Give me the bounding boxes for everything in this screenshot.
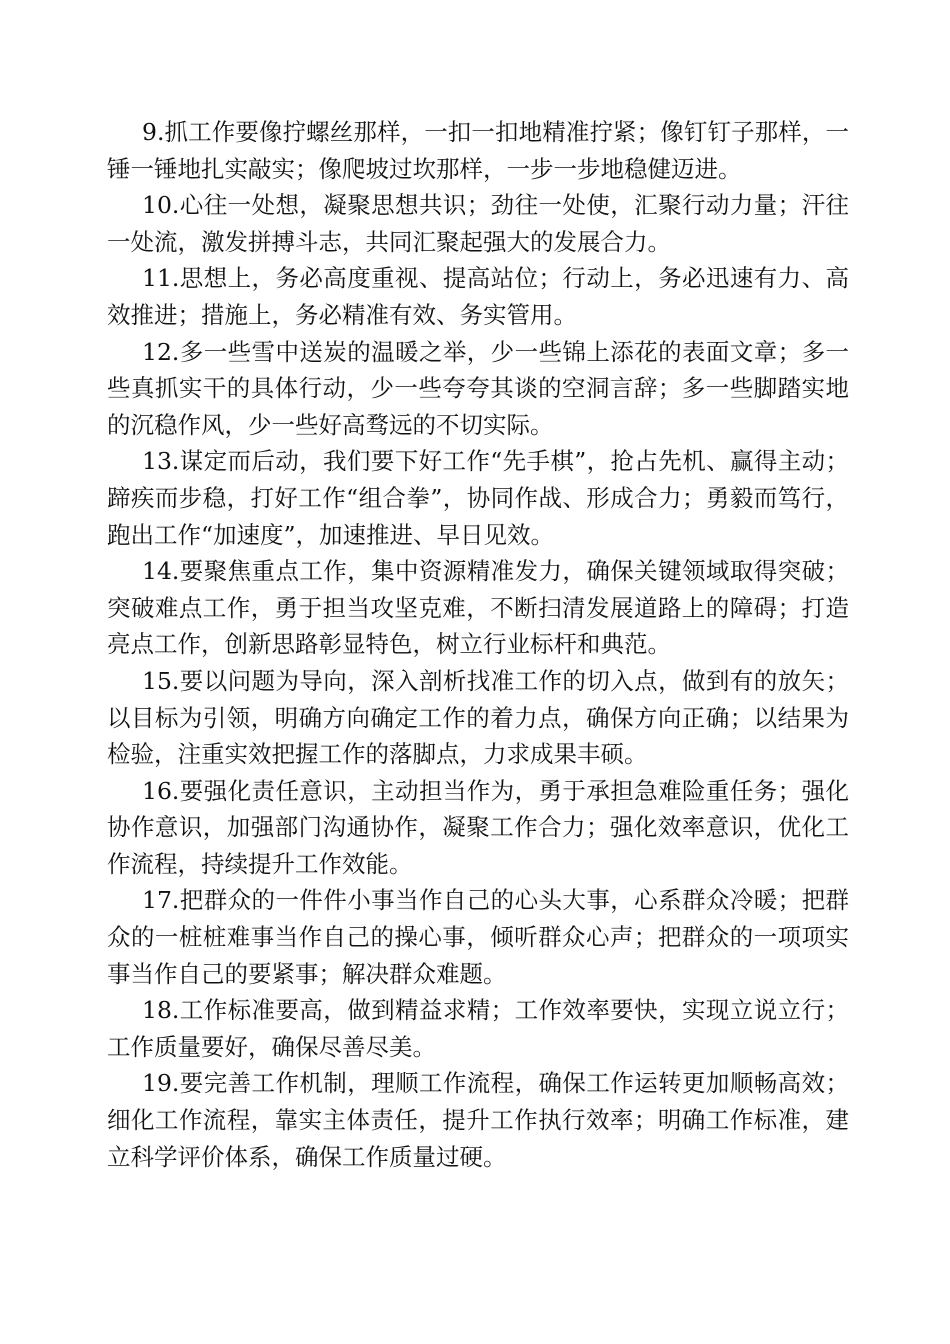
paragraph-14: 14.要聚焦重点工作，集中资源精准发力，确保关键领域取得突破；突破难点工作，勇于担当攻坚克难，不断扫清发展道路上的障碍；打造亮点工作，创新思路彰显特色，树立行业标杆和典范。 xyxy=(107,557,849,659)
paragraph-16: 16.要强化责任意识，主动担当作为，勇于承担急难险重任务；强化协作意识，加强部门沟通协作，凝聚工作合力；强化效率意识，优化工作流程，持续提升工作效能。 xyxy=(107,776,849,878)
paragraph-19: 19.要完善工作机制，理顺工作流程，确保工作运转更加顺畅高效；细化工作流程，靠实主体责任，提升工作执行效率；明确工作标准，建立科学评价体系，确保工作质量过硬。 xyxy=(107,1069,849,1171)
document-page xyxy=(107,114,849,1175)
paragraph-12: 12.多一些雪中送炭的温暖之举，少一些锦上添花的表面文章；多一些真抓实干的具体行动，少一些夸夸其谈的空洞言辞；多一些脚踏实地的沉稳作风，少一些好高骛远的不切实际。 xyxy=(107,337,849,439)
paragraph-15: 15.要以问题为导向，深入剖析找准工作的切入点，做到有的放矢；以目标为引领，明确方向确定工作的着力点，确保方向正确；以结果为检验，注重实效把握工作的落脚点，力求成果丰硕。 xyxy=(107,666,849,769)
paragraph-18: 18.工作标准要高，做到精益求精；工作效率要快，实现立说立行；工作质量要好，确保尽善尽美。 xyxy=(107,996,849,1061)
paragraph-10: 10.心往一处想，凝聚思想共识；劲往一处使，汇聚行动力量；汗往一处流，激发拼搏斗志，共同汇聚起强大的发展合力。 xyxy=(107,191,849,256)
paragraph-11: 11.思想上，务必高度重视、提高站位；行动上，务必迅速有力、高效推进；措施上，务必精准有效、务实管用。 xyxy=(107,264,849,329)
paragraph-9: 9.抓工作要像拧螺丝那样，一扣一扣地精准拧紧；像钉钉子那样，一锤一锤地扎实敲实；像爬坡过坎那样，一步一步地稳健迈进。 xyxy=(107,118,849,183)
paragraph-17: 17.把群众的一件件小事当作自己的心头大事，心系群众冷暖；把群众的一桩桩难事当作自己的操心事，倾听群众心声；把群众的一项项实事当作自己的要紧事；解决群众难题。 xyxy=(107,886,849,988)
paragraph-13: 13.谋定而后动，我们要下好工作“先手棋”，抢占先机、赢得主动；蹄疾而步稳，打好工作“组合拳”，协同作战、形成合力；勇毅而笃行，跑出工作“加速度”，加速推进、早日见效。 xyxy=(107,447,849,549)
